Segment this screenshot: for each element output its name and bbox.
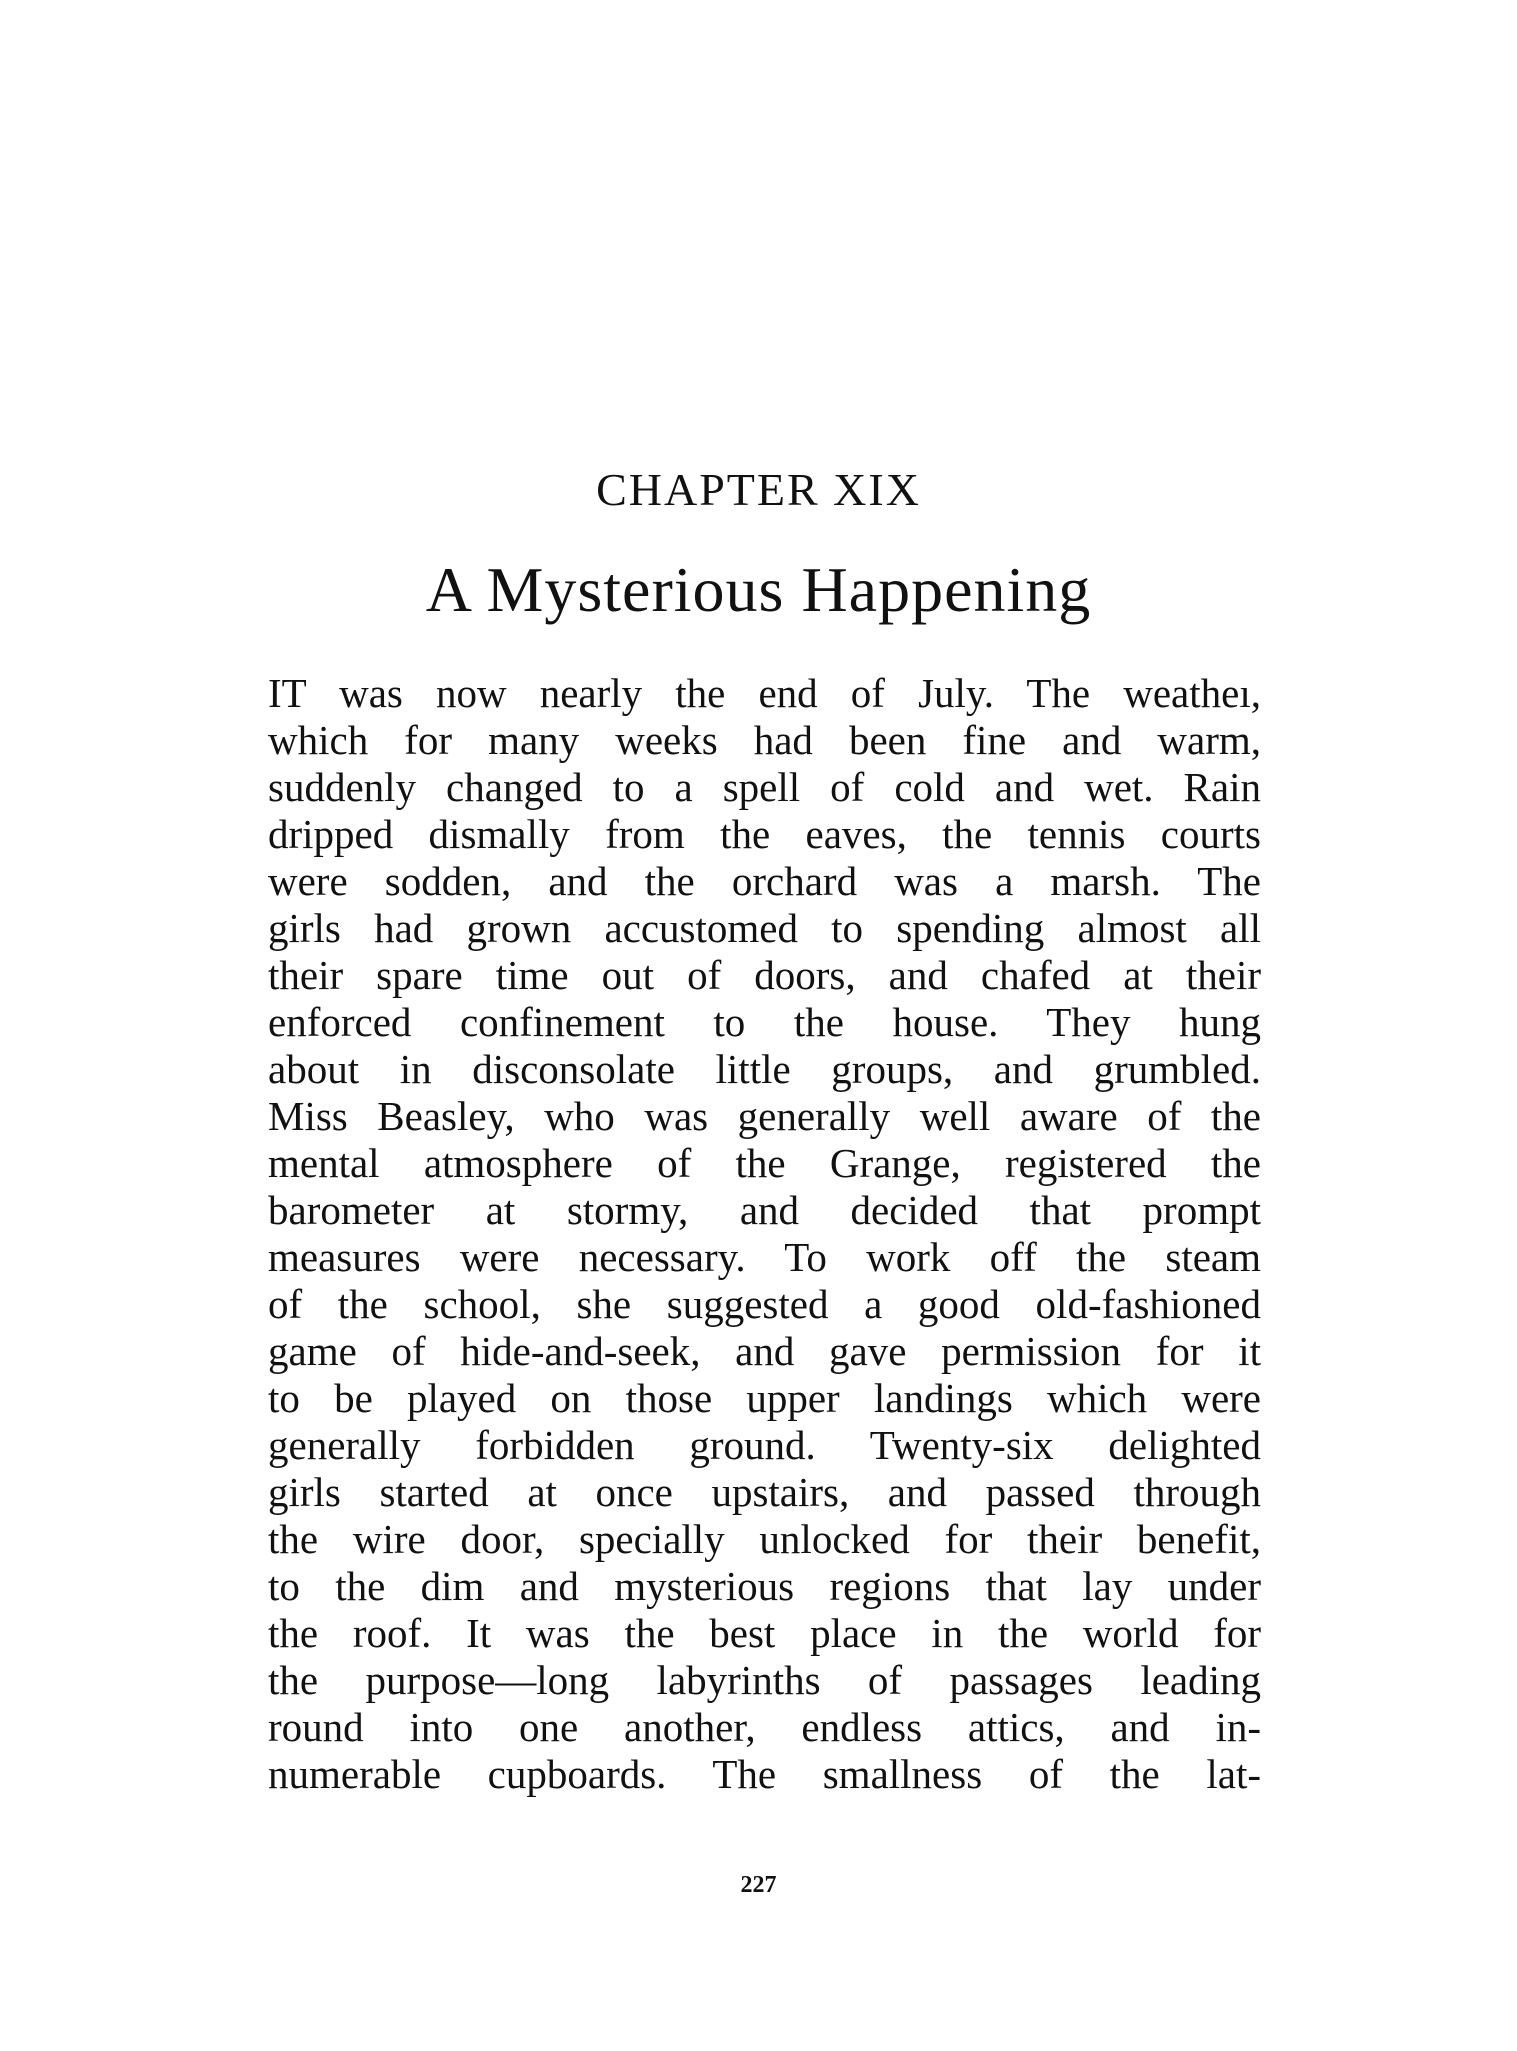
text-line: measures were necessary. To work off the steam xyxy=(268,1234,1261,1280)
chapter-number: CHAPTER XIX xyxy=(596,464,921,515)
text-line: the roof. It was the best place in the world for xyxy=(268,1610,1261,1656)
text-line: of the school, she suggested a good old-fashioned xyxy=(268,1281,1261,1327)
body-text xyxy=(268,670,1261,1798)
text-line: generally forbidden ground. Twenty-six delighted xyxy=(268,1422,1261,1468)
text-line: the wire door, specially unlocked for their benefit, xyxy=(268,1516,1261,1562)
text-line: mental atmosphere of the Grange, registered the xyxy=(268,1140,1261,1186)
text-line: girls had grown accustomed to spending almost all xyxy=(268,905,1261,951)
text-line: to be played on those upper landings which were xyxy=(268,1375,1261,1421)
text-line: game of hide-and-seek, and gave permission for it xyxy=(268,1328,1261,1374)
text-line: which for many weeks had been fine and warm, xyxy=(268,717,1261,763)
text-line: Miss Beasley, who was generally well aware of the xyxy=(268,1093,1261,1139)
text-line: enforced confinement to the house. They hung xyxy=(268,999,1261,1045)
text-line: barometer at stormy, and decided that prompt xyxy=(268,1187,1261,1233)
text-line: girls started at once upstairs, and passed through xyxy=(268,1469,1261,1515)
text-line: numerable cupboards. The smallness of the lat- xyxy=(268,1751,1261,1797)
text-line: their spare time out of doors, and chafed at their xyxy=(268,952,1261,998)
page-number: 227 xyxy=(740,1872,777,1898)
text-line: about in disconsolate little groups, and grumbled. xyxy=(268,1046,1261,1092)
chapter-title: A Mysterious Happening xyxy=(425,554,1092,625)
text-line: were sodden, and the orchard was a marsh. The xyxy=(268,858,1261,904)
text-line: round into one another, endless attics, and in- xyxy=(268,1704,1261,1750)
text-line: IT was now nearly the end of July. The weatheı, xyxy=(268,670,1261,716)
text-line: suddenly changed to a spell of cold and wet. Rain xyxy=(268,764,1261,810)
text-line: to the dim and mysterious regions that lay under xyxy=(268,1563,1261,1609)
text-line: the purpose—long labyrinths of passages leading xyxy=(268,1657,1261,1703)
text-line: dripped dismally from the eaves, the tennis courts xyxy=(268,811,1261,857)
